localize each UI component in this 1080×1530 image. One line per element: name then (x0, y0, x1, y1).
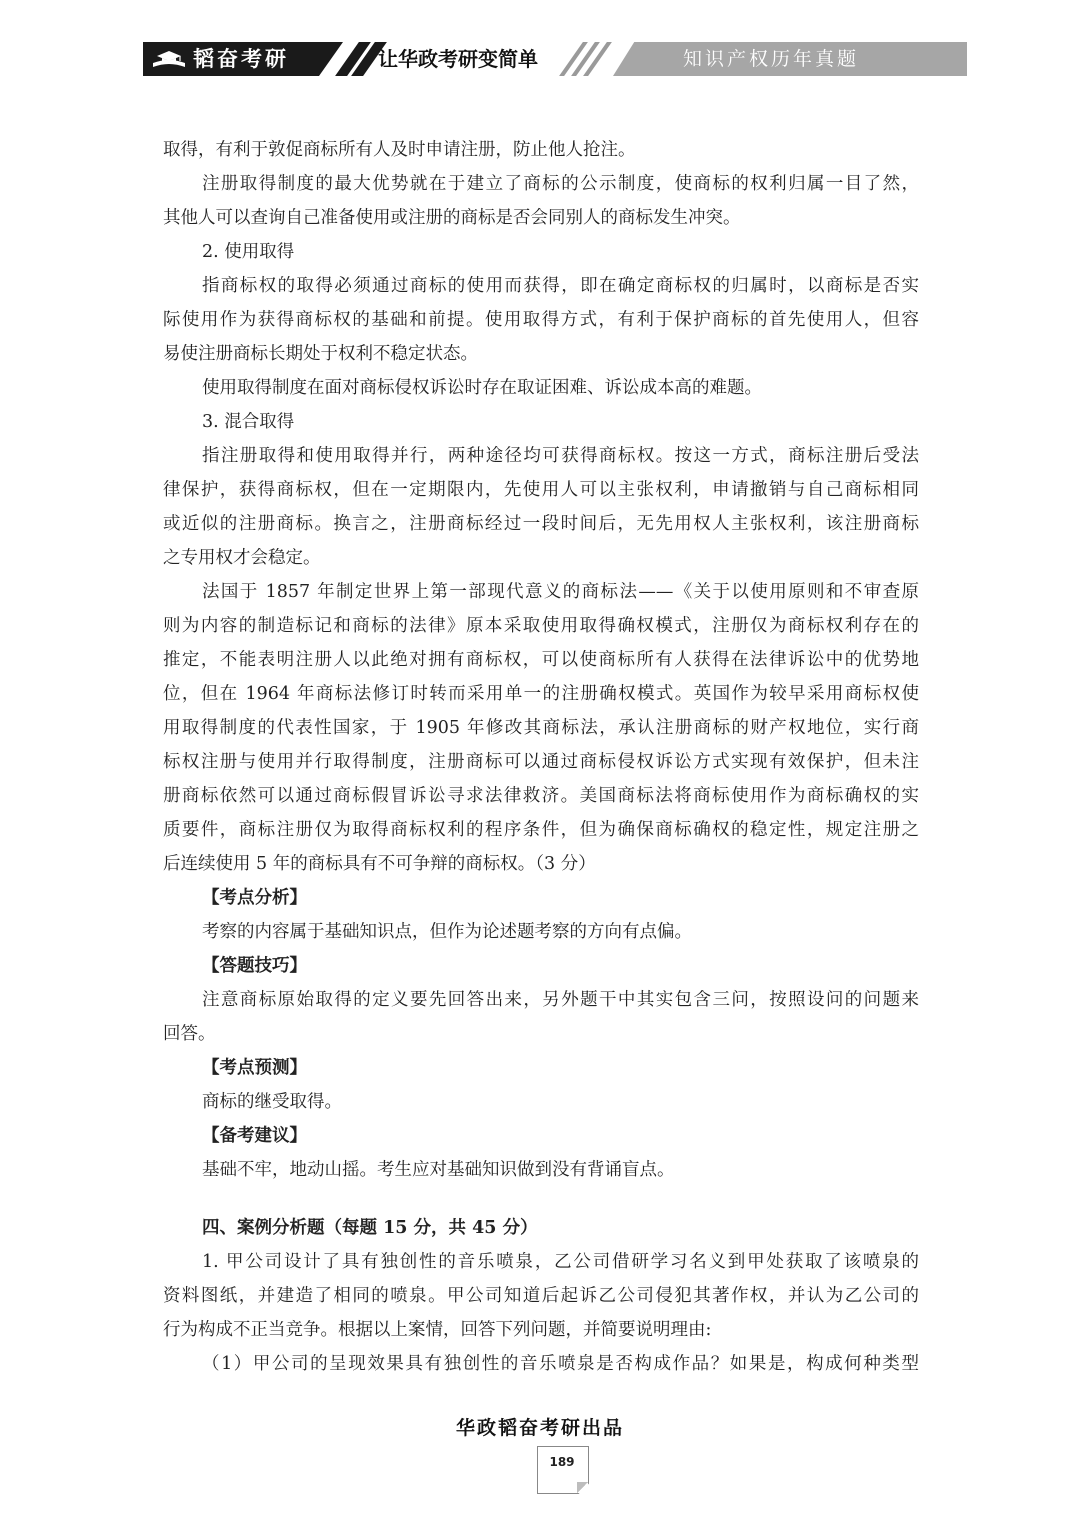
body-line: 律保护，获得商标权，但在一定期限内，先使用人可以主张权利，申请撤销与自己商标相同 (163, 480, 919, 500)
body-line: 指商标权的取得必须通过商标的使用而获得，即在确定商标权的归属时，以商标是否实 (202, 276, 919, 296)
part-four-heading: 四、案例分析题（每题 15 分，共 45 分） (202, 1218, 538, 1238)
body-line: 注册取得制度的最大优势就在于建立了商标的公示制度，使商标的权利归属一目了然， (202, 174, 919, 194)
body-line: 考察的内容属于基础知识点，但作为论述题考察的方向有点偏。 (202, 922, 692, 942)
header-subject: 知识产权历年真题 (683, 48, 860, 70)
body-line: 则为内容的制造标记和商标的法律》原本采取使用取得确权模式，注册仅为商标权利存在的 (163, 616, 919, 636)
body-line: 位，但在 1964 年商标法修订时转而采用单一的注册确权模式。英国作为较早采用商标权使 (163, 684, 919, 704)
body-line: 易使注册商标长期处于权利不稳定状态。 (163, 344, 478, 364)
footer-publisher: 华政韬奋考研出品 (455, 1417, 624, 1439)
body-line: 或近似的注册商标。换言之，注册商标经过一段时间后，无先用权人主张权利，该注册商标 (163, 514, 919, 534)
body-line: 后连续使用 5 年的商标具有不可争辩的商标权。（3 分） (163, 854, 596, 874)
body-line: 用取得制度的代表性国家，于 1905 年修改其商标法，承认注册商标的财产权地位，实行商 (163, 718, 919, 738)
body-line: 基础不牢，地动山摇。考生应对基础知识做到没有背诵盲点。 (202, 1160, 675, 1180)
section-heading: 2. 使用取得 (202, 242, 295, 262)
body-line: 法国于 1857 年制定世界上第一部现代意义的商标法——《关于以使用原则和不审查原 (202, 582, 919, 602)
header-brand: 韬奋考研 (193, 46, 289, 71)
body-line: 推定，不能表明注册人以此绝对拥有商标权，可以使商标所有人获得在法律诉讼中的优势地 (163, 650, 919, 670)
analysis-heading: 【考点分析】 (202, 888, 307, 908)
page-number: 189 (549, 1455, 575, 1469)
page-body (163, 133, 919, 1381)
graduation-cap-book-icon (151, 47, 187, 71)
question-line: 行为构成不正当竞争。根据以上案情，回答下列问题，并简要说明理由: (163, 1320, 712, 1340)
advice-heading: 【备考建议】 (202, 1126, 307, 1146)
page-corner-fold (577, 1482, 588, 1493)
question-line: 资料图纸，并建造了相同的喷泉。甲公司知道后起诉乙公司侵犯其著作权，并认为乙公司的 (163, 1286, 919, 1306)
body-line: 指注册取得和使用取得并行，两种途径均可获得商标权。按这一方式，商标注册后受法 (202, 446, 919, 466)
body-line: 其他人可以查询自己准备使用或注册的商标是否会同别人的商标发生冲突。 (163, 208, 741, 228)
body-line: 取得，有利于敦促商标所有人及时申请注册，防止他人抢注。 (163, 140, 636, 160)
body-line: 质要件，商标注册仅为取得商标权利的程序条件，但为确保商标确权的稳定性，规定注册之 (163, 820, 919, 840)
body-line: 际使用作为获得商标权的基础和前提。使用取得方式，有利于保护商标的首先使用人，但容 (163, 310, 919, 330)
body-line: 使用取得制度在面对商标侵权诉讼时存在取证困难、诉讼成本高的难题。 (202, 378, 762, 398)
body-line: 册商标依然可以通过商标假冒诉讼寻求法律救济。美国商标法将商标使用作为商标确权的实 (163, 786, 919, 806)
page-header (143, 42, 967, 76)
prediction-heading: 【考点预测】 (202, 1058, 307, 1078)
body-line: 注意商标原始取得的定义要先回答出来，另外题干中其实包含三问，按照设问的问题来 (202, 990, 919, 1010)
body-line: 商标的继受取得。 (202, 1092, 342, 1112)
header-slogan: 让华政考研变简单 (378, 47, 538, 71)
section-heading: 3. 混合取得 (202, 412, 295, 432)
spacer (163, 1187, 919, 1211)
question-line: （1）甲公司的呈现效果具有独创性的音乐喷泉是否构成作品？如果是，构成何种类型 (202, 1354, 919, 1374)
technique-heading: 【答题技巧】 (202, 956, 307, 976)
body-line: 回答。 (163, 1024, 216, 1044)
body-line: 之专用权才会稳定。 (163, 548, 321, 568)
question-line: 1. 甲公司设计了具有独创性的音乐喷泉，乙公司借研学习名义到甲处获取了该喷泉的 (202, 1252, 919, 1272)
body-line: 标权注册与使用并行取得制度，注册商标可以通过商标侵权诉讼方式实现有效保护，但未注 (163, 752, 919, 772)
